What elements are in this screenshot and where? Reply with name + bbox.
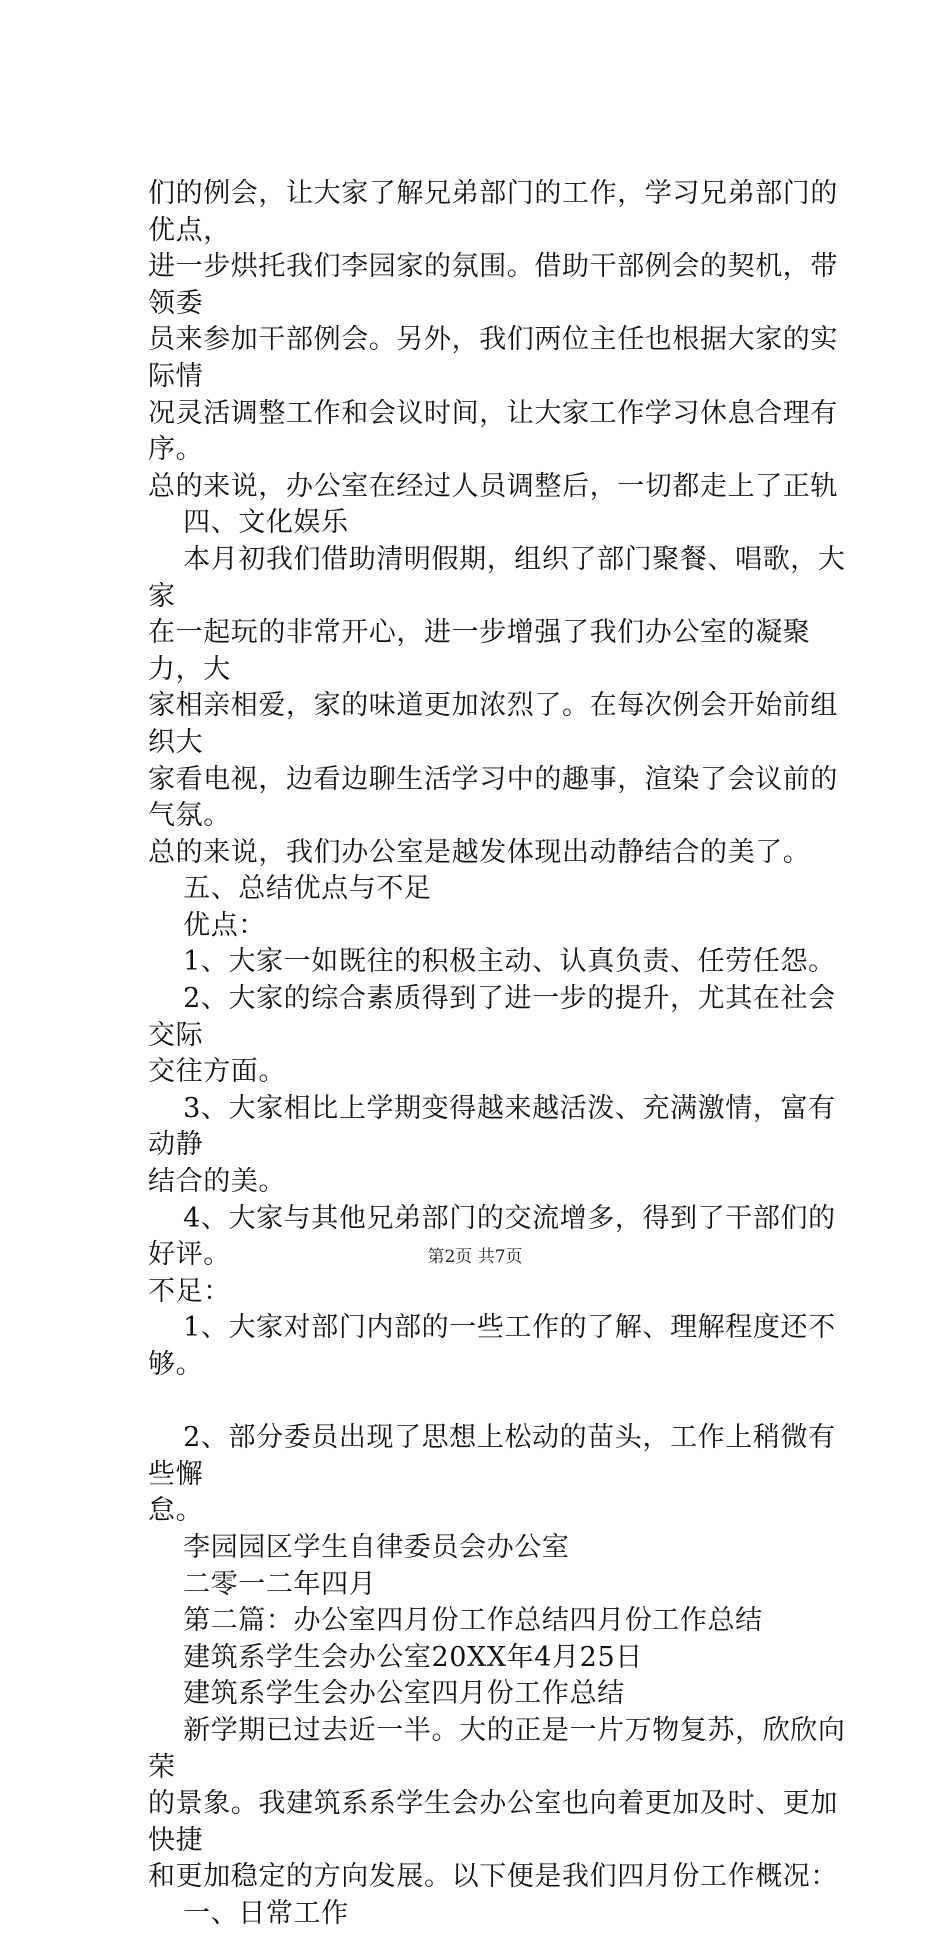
text-line: 在一起玩的非常开心，进一步增强了我们办公室的凝聚力，大 [148,617,811,685]
text-line: 怠。 [148,1495,204,1527]
text-line: 家相亲相爱，家的味道更加浓烈了。在每次例会开始前组织大 [148,690,838,758]
text-line: 总的来说，我们办公室是越发体现出动静结合的美了。 [148,836,811,868]
text-line: 2、大家的综合素质得到了进一步的提升，尤其在社会交际 [148,983,836,1051]
text-line: 1、大家一如既往的积极主动、认真负责、任劳任怨。 [183,946,836,978]
text-line: 员来参加干部例会。另外，我们两位主任也根据大家的实际情 [148,324,838,392]
text-line: 四、文化娱乐 [183,507,349,539]
text-line: 总的来说，办公室在经过人员调整后，一切都走上了正轨 [148,470,838,502]
text-line: 本月初我们借助清明假期，组织了部门聚餐、唱歌，大家 [148,543,846,612]
page-footer: 第2页 共7页 [427,1247,523,1267]
text-line: 和更加稳定的方向发展。以下便是我们四月份工作概况： [148,1861,838,1893]
blank-line [148,1384,848,1421]
text-line: 们的例会，让大家了解兄弟部门的工作，学习兄弟部门的优点， [148,178,838,246]
text-line: 家看电视，边看边聊生活学习中的趣事，渲染了会议前的气氛。 [148,763,838,832]
text-line: 4、大家与其他兄弟部门的交流增多，得到了干部们的好评。 [148,1202,836,1271]
text-line: 一、日常工作 [183,1897,349,1929]
text-line: 建筑系学生会办公室20XX年4月25日 [183,1641,643,1673]
text-line: 李园园区学生自律委员会办公室 [183,1531,570,1563]
text-line: 1、大家对部门内部的一些工作的了解、理解程度还不够。 [148,1312,836,1380]
document-body [148,176,848,1933]
text-line: 交往方面。 [148,1056,286,1088]
text-line: 五、总结优点与不足 [183,873,432,905]
text-line: 3、大家相比上学期变得越来越活泼、充满激情，富有动静 [148,1092,836,1161]
text-line: 况灵活调整工作和会议时间，让大家工作学习休息合理有序。 [148,397,838,466]
text-line: 第二篇：办公室四月份工作总结四月份工作总结 [183,1605,763,1637]
text-line: 的景象。我建筑系系学生会办公室也向着更加及时、更加快捷 [148,1788,838,1856]
text-line: 进一步烘托我们李园家的氛围。借助干部例会的契机，带领委 [148,251,838,319]
text-line: 新学期已过去近一半。大的正是一片万物复苏，欣欣向荣 [148,1714,846,1783]
text-line: 建筑系学生会办公室四月份工作总结 [183,1678,625,1710]
text-line: 结合的美。 [148,1166,286,1198]
text-line: 二零一二年四月 [183,1568,377,1600]
text-line: 优点： [183,909,266,941]
text-line: 2、部分委员出现了思想上松动的苗头，工作上稍微有些懈 [148,1422,836,1490]
text-line: 不足： [148,1275,231,1307]
